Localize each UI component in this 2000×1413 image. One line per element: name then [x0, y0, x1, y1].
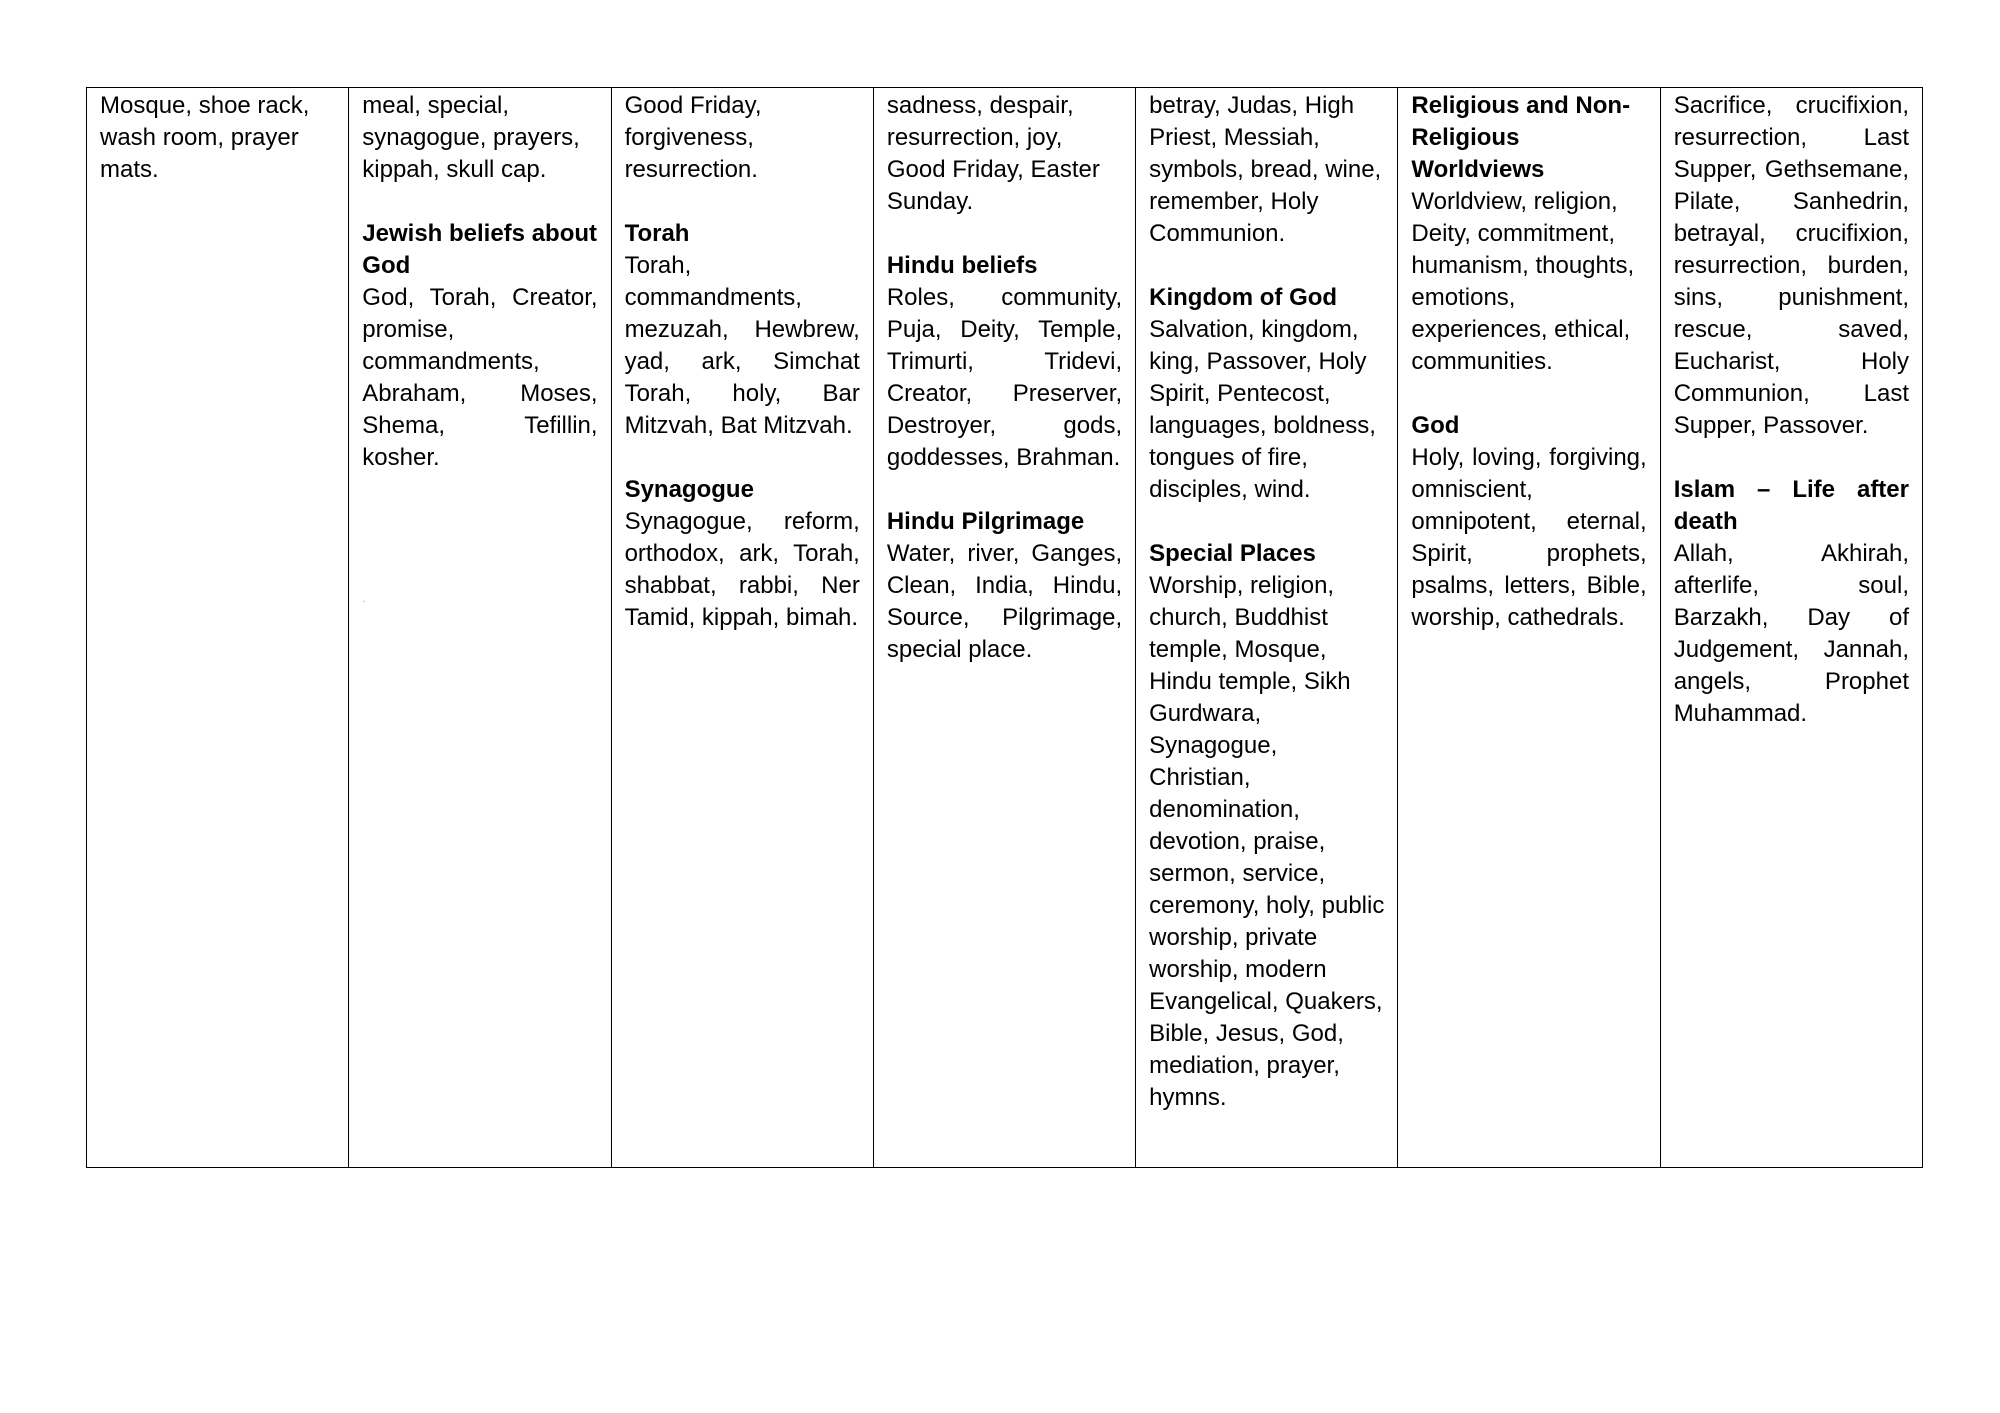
table-cell-5 [1136, 88, 1398, 1168]
cell-text: meal, special, synagogue, prayers, kippah, skull cap. [362, 92, 580, 183]
section-heading: Religious and Non-Religious Worldviews [1411, 92, 1631, 183]
section-heading: Islam – Life after death [1673, 476, 1909, 535]
table-cell-2 [349, 88, 611, 1168]
section-heading: Kingdom of God [1149, 284, 1338, 311]
table-cell-7 [1660, 88, 1922, 1168]
cell-text: Sacrifice, crucifixion, resurrection, Last Supper, Gethsemane, Pilate, Sanhedrin, betrayal, crucifixion, resurrection, burden, sins, punishment, rescue, saved, Eucharist, Holy Communion, Last Supper, Passover. [1673, 92, 1909, 439]
cell-text: sadness, despair, resurrection, joy, Good Friday, Easter Sunday. [886, 92, 1100, 215]
stray-mark: . [362, 591, 366, 605]
cell-text: Salvation, kingdom, king, Passover, Holy Spirit, Pentecost, languages, boldness, tongues of fire, disciples, wind. [1149, 316, 1376, 503]
table-cell-1 [87, 88, 349, 1168]
table-cell-6 [1398, 88, 1660, 1168]
section-heading: Synagogue [624, 476, 754, 503]
table-cell-4 [873, 88, 1135, 1168]
cell-text: Roles, community, Puja, Deity, Temple, Trimurti, Tridevi, Creator, Preserver, Destroyer, gods, goddesses, Brahman. [886, 284, 1123, 471]
section-heading: Jewish beliefs about God [362, 220, 598, 279]
cell-text: Worship, religion, church, Buddhist temple, Mosque, Hindu temple, Sikh Gurdwara, Synagogue, Christian, denomination, devotion, praise, sermon, service, ceremony, holy, public worship, private worship, modern Evangelical, Quakers, Bible, Jesus, God, mediation, prayer, hymns. [1149, 572, 1385, 1111]
cell-text: Holy, loving, forgiving, omniscient, omnipotent, eternal, Spirit, prophets, psalms, letters, Bible, worship, cathedrals. [1411, 444, 1647, 631]
section-heading: Torah [624, 220, 690, 247]
cell-text: God, Torah, Creator, promise, commandments, Abraham, Moses, Shema, Tefillin, kosher. [362, 284, 598, 471]
cell-text: betray, Judas, High Priest, Messiah, symbols, bread, wine, remember, Holy Communion. [1149, 92, 1382, 247]
cell-text: Torah, commandments, mezuzah, Hewbrew, yad, ark, Simchat Torah, holy, Bar Mitzvah, Bat Mitzvah. [624, 252, 860, 439]
section-heading: Special Places [1149, 540, 1316, 567]
section-heading: God [1411, 412, 1460, 439]
cell-text: Synagogue, reform, orthodox, ark, Torah, shabbat, rabbi, Ner Tamid, kippah, bimah. [624, 508, 860, 631]
cell-text: Water, river, Ganges, Clean, India, Hindu, Source, Pilgrimage, special place. [886, 540, 1123, 663]
table-row [87, 88, 1923, 1168]
table-cell-3 [611, 88, 873, 1168]
vocabulary-table [86, 87, 1923, 1168]
section-heading: Hindu Pilgrimage [886, 508, 1085, 535]
cell-text: Allah, Akhirah, afterlife, soul, Barzakh, Day of Judgement, Jannah, angels, Prophet Muhammad. [1673, 540, 1909, 727]
cell-text: Mosque, shoe rack, wash room, prayer mats. [100, 92, 310, 183]
section-heading: Hindu beliefs [886, 252, 1038, 279]
cell-text: Good Friday, forgiveness, resurrection. [624, 92, 762, 183]
cell-text: Worldview, religion, Deity, commitment, humanism, thoughts, emotions, experiences, ethical, communities. [1411, 188, 1635, 375]
